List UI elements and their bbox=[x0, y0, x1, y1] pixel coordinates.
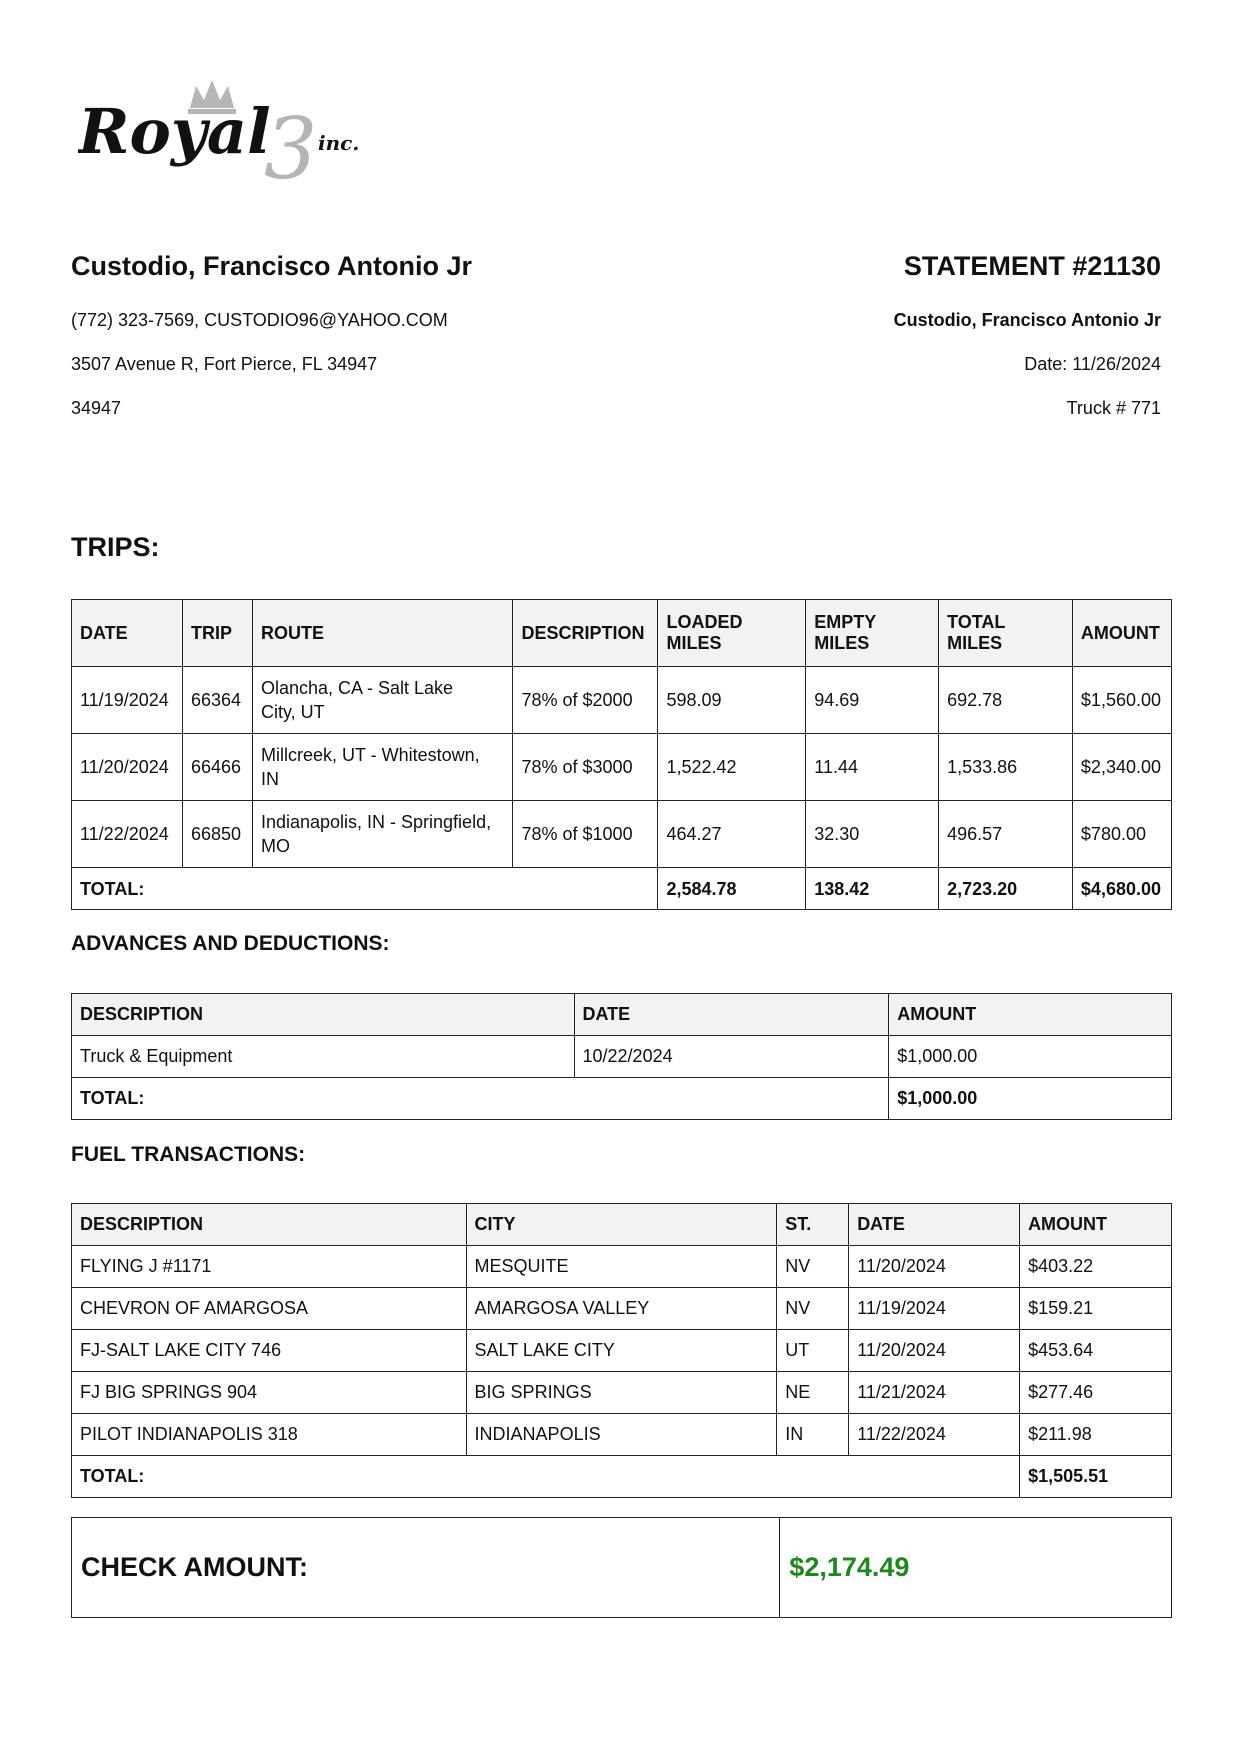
table-header-row bbox=[72, 994, 1172, 1036]
col-header-date: DATE bbox=[72, 600, 183, 667]
table-header-row bbox=[72, 1204, 1172, 1246]
total-amount: $1,505.51 bbox=[1020, 1456, 1172, 1498]
driver-address: 3507 Avenue R, Fort Pierce, FL 34947 bbox=[71, 354, 378, 374]
driver-zip: 34947 bbox=[71, 398, 122, 418]
fuel-city: MESQUITE bbox=[466, 1246, 777, 1288]
col-header-description: DESCRIPTION bbox=[72, 994, 575, 1036]
trip-description: 78% of $1000 bbox=[513, 801, 658, 868]
col-header-amount: AMOUNT bbox=[1072, 600, 1171, 667]
trip-total-miles: 692.78 bbox=[939, 667, 1073, 734]
col-header-loaded-miles: LOADED MILES bbox=[658, 600, 806, 667]
col-header-city: CITY bbox=[466, 1204, 777, 1246]
fuel-amount: $453.64 bbox=[1020, 1330, 1172, 1372]
advances-title: ADVANCES AND DEDUCTIONS: bbox=[71, 932, 390, 955]
table-row bbox=[72, 667, 1172, 734]
table-row bbox=[72, 1372, 1172, 1414]
fuel-state: IN bbox=[777, 1414, 849, 1456]
check-amount-table bbox=[71, 1517, 1172, 1618]
trip-date: 11/20/2024 bbox=[72, 734, 183, 801]
trip-total-miles: 496.57 bbox=[939, 801, 1073, 868]
total-total-miles: 2,723.20 bbox=[939, 868, 1073, 910]
fuel-city: INDIANAPOLIS bbox=[466, 1414, 777, 1456]
col-header-description: DESCRIPTION bbox=[513, 600, 658, 667]
fuel-description: FLYING J #1171 bbox=[72, 1246, 467, 1288]
statement-name: Custodio, Francisco Antonio Jr bbox=[893, 310, 1161, 330]
table-row bbox=[72, 1036, 1172, 1078]
fuel-table bbox=[71, 1203, 1172, 1498]
trip-number: 66466 bbox=[182, 734, 252, 801]
driver-contact: (772) 323-7569, CUSTODIO96@YAHOO.COM bbox=[71, 310, 448, 330]
trip-loaded-miles: 598.09 bbox=[658, 667, 806, 734]
fuel-amount: $403.22 bbox=[1020, 1246, 1172, 1288]
table-row bbox=[72, 1414, 1172, 1456]
company-logo bbox=[78, 78, 388, 190]
table-header-row bbox=[72, 600, 1172, 667]
fuel-date: 11/22/2024 bbox=[849, 1414, 1020, 1456]
table-row bbox=[72, 1246, 1172, 1288]
trip-date: 11/22/2024 bbox=[72, 801, 183, 868]
total-empty-miles: 138.42 bbox=[806, 868, 939, 910]
fuel-state: NV bbox=[777, 1288, 849, 1330]
trip-amount: $2,340.00 bbox=[1072, 734, 1171, 801]
trips-table bbox=[71, 599, 1172, 910]
trip-route: Millcreek, UT - Whitestown, IN bbox=[252, 734, 513, 801]
trip-number: 66364 bbox=[182, 667, 252, 734]
statement-date: Date: 11/26/2024 bbox=[1024, 354, 1161, 374]
fuel-state: NV bbox=[777, 1246, 849, 1288]
advance-date: 10/22/2024 bbox=[574, 1036, 889, 1078]
fuel-description: CHEVRON OF AMARGOSA bbox=[72, 1288, 467, 1330]
trip-number: 66850 bbox=[182, 801, 252, 868]
col-header-trip: TRIP bbox=[182, 600, 252, 667]
table-total-row bbox=[72, 1456, 1172, 1498]
advance-amount: $1,000.00 bbox=[889, 1036, 1172, 1078]
trip-empty-miles: 32.30 bbox=[806, 801, 939, 868]
advance-description: Truck & Equipment bbox=[72, 1036, 575, 1078]
table-total-row bbox=[72, 868, 1172, 910]
logo-royal-text: Royal bbox=[78, 95, 271, 168]
table-row bbox=[72, 734, 1172, 801]
total-loaded-miles: 2,584.78 bbox=[658, 868, 806, 910]
trip-date: 11/19/2024 bbox=[72, 667, 183, 734]
col-header-description: DESCRIPTION bbox=[72, 1204, 467, 1246]
total-label: TOTAL: bbox=[72, 1078, 889, 1120]
col-header-state: ST. bbox=[777, 1204, 849, 1246]
fuel-description: FJ-SALT LAKE CITY 746 bbox=[72, 1330, 467, 1372]
fuel-amount: $277.46 bbox=[1020, 1372, 1172, 1414]
fuel-state: UT bbox=[777, 1330, 849, 1372]
fuel-amount: $159.21 bbox=[1020, 1288, 1172, 1330]
total-amount: $4,680.00 bbox=[1072, 868, 1171, 910]
col-header-empty-miles: EMPTY MILES bbox=[806, 600, 939, 667]
statement-info bbox=[561, 250, 1161, 418]
trip-empty-miles: 94.69 bbox=[806, 667, 939, 734]
fuel-city: BIG SPRINGS bbox=[466, 1372, 777, 1414]
fuel-date: 11/20/2024 bbox=[849, 1246, 1020, 1288]
table-row bbox=[72, 1330, 1172, 1372]
fuel-date: 11/21/2024 bbox=[849, 1372, 1020, 1414]
fuel-city: SALT LAKE CITY bbox=[466, 1330, 777, 1372]
check-amount-value: $2,174.49 bbox=[780, 1518, 1172, 1618]
trip-description: 78% of $3000 bbox=[513, 734, 658, 801]
total-amount: $1,000.00 bbox=[889, 1078, 1172, 1120]
trip-loaded-miles: 1,522.42 bbox=[658, 734, 806, 801]
total-label: TOTAL: bbox=[72, 1456, 1020, 1498]
col-header-route: ROUTE bbox=[252, 600, 513, 667]
col-header-total-miles: TOTAL MILES bbox=[939, 600, 1073, 667]
col-header-date: DATE bbox=[849, 1204, 1020, 1246]
trips-title: TRIPS: bbox=[71, 532, 160, 562]
logo-suffix-text: inc. bbox=[318, 131, 360, 155]
fuel-date: 11/20/2024 bbox=[849, 1330, 1020, 1372]
trip-amount: $780.00 bbox=[1072, 801, 1171, 868]
check-amount-row bbox=[72, 1518, 1172, 1618]
fuel-amount: $211.98 bbox=[1020, 1414, 1172, 1456]
fuel-title: FUEL TRANSACTIONS: bbox=[71, 1143, 306, 1166]
col-header-amount: AMOUNT bbox=[1020, 1204, 1172, 1246]
fuel-state: NE bbox=[777, 1372, 849, 1414]
trip-route: Olancha, CA - Salt Lake City, UT bbox=[252, 667, 513, 734]
statement-title: STATEMENT #21130 bbox=[903, 251, 1161, 281]
trip-total-miles: 1,533.86 bbox=[939, 734, 1073, 801]
trip-empty-miles: 11.44 bbox=[806, 734, 939, 801]
table-row bbox=[72, 801, 1172, 868]
logo-number-text: 3 bbox=[264, 100, 318, 190]
trip-description: 78% of $2000 bbox=[513, 667, 658, 734]
col-header-amount: AMOUNT bbox=[889, 994, 1172, 1036]
fuel-city: AMARGOSA VALLEY bbox=[466, 1288, 777, 1330]
col-header-date: DATE bbox=[574, 994, 889, 1036]
trip-loaded-miles: 464.27 bbox=[658, 801, 806, 868]
table-row bbox=[72, 1288, 1172, 1330]
driver-name: Custodio, Francisco Antonio Jr bbox=[71, 251, 473, 281]
statement-truck: Truck # 771 bbox=[1066, 398, 1161, 418]
fuel-description: FJ BIG SPRINGS 904 bbox=[72, 1372, 467, 1414]
fuel-date: 11/19/2024 bbox=[849, 1288, 1020, 1330]
table-total-row bbox=[72, 1078, 1172, 1120]
fuel-description: PILOT INDIANAPOLIS 318 bbox=[72, 1414, 467, 1456]
advances-table bbox=[71, 993, 1172, 1120]
check-amount-label: CHECK AMOUNT: bbox=[72, 1518, 780, 1618]
trip-route: Indianapolis, IN - Springfield, MO bbox=[252, 801, 513, 868]
trip-amount: $1,560.00 bbox=[1072, 667, 1171, 734]
total-label: TOTAL: bbox=[72, 868, 658, 910]
